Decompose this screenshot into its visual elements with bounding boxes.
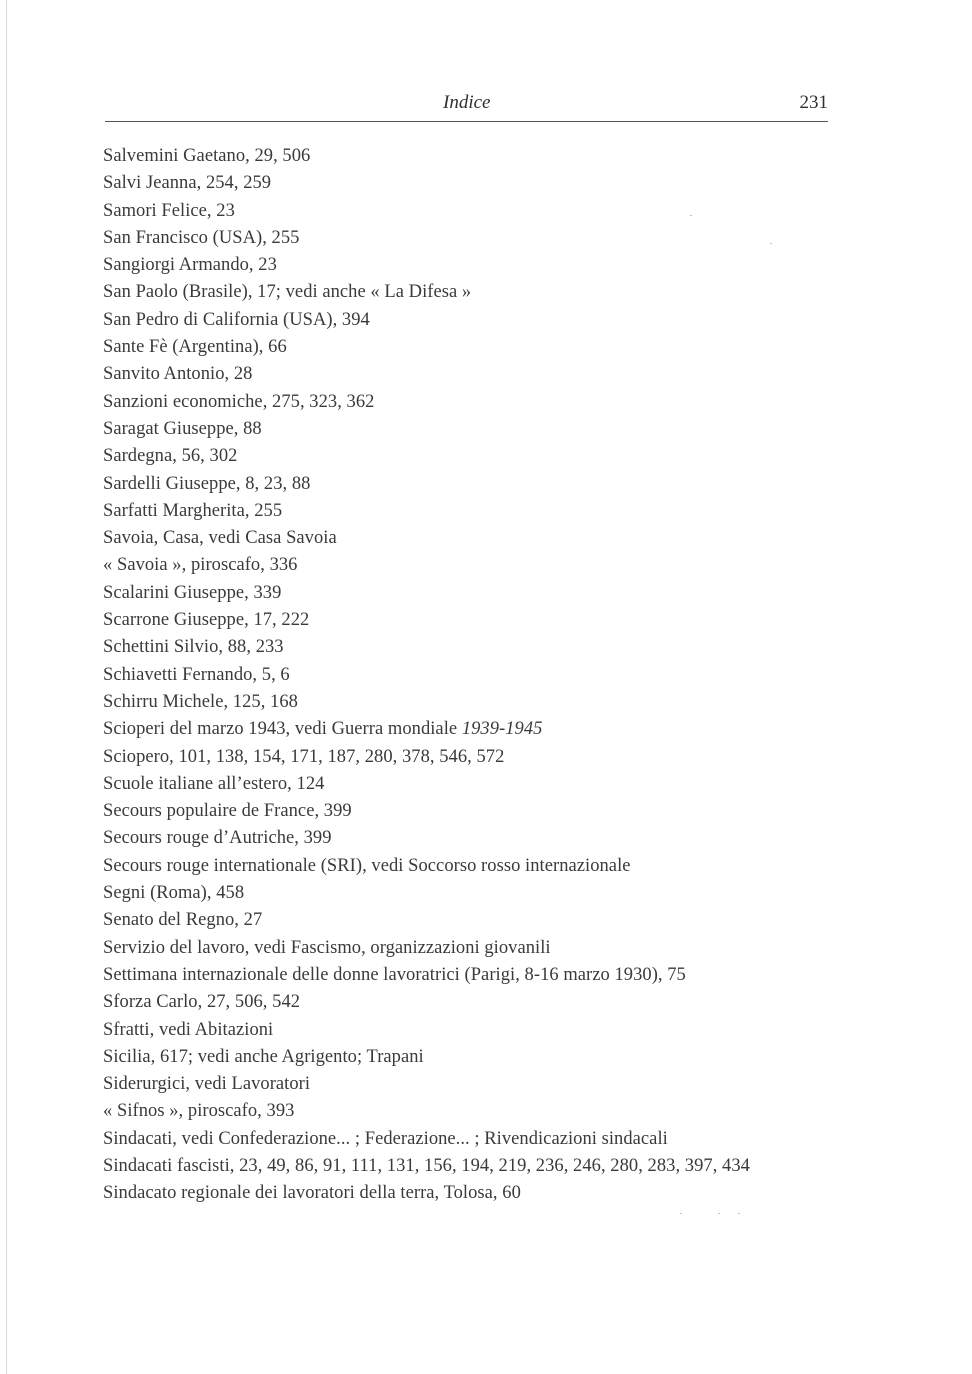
index-entry: Schirru Michele, 125, 168: [103, 691, 298, 712]
index-entry: Sforza Carlo, 27, 506, 542: [103, 992, 301, 1013]
running-header-title: Indice: [443, 92, 491, 113]
index-entry: Secours populaire de France, 399: [103, 801, 352, 822]
index-entry: Siderurgici, vedi Lavoratori: [103, 1074, 311, 1095]
page-number: 231: [799, 92, 828, 113]
index-entry-text: Scioperi del marzo 1943, vedi Guerra mondiale: [103, 719, 462, 740]
scan-speck: [690, 215, 692, 216]
header-rule: [105, 121, 828, 122]
index-entry: [103, 716, 843, 743]
index-entry: Schiavetti Fernando, 5, 6: [103, 664, 290, 685]
index-entry: Sardelli Giuseppe, 8, 23, 88: [103, 473, 311, 494]
index-entry: Sardegna, 56, 302: [103, 446, 238, 467]
index-entry: Sindacati, vedi Confederazione... ; Federazione... ; Rivendicazioni sindacali: [103, 1128, 668, 1149]
scan-speck: [770, 243, 772, 244]
index-entry: « Savoia », piroscafo, 336: [103, 555, 298, 576]
index-entry: Sanvito Antonio, 28: [103, 364, 253, 385]
scan-speck: [738, 1213, 740, 1214]
index-entry: Senato del Regno, 27: [103, 910, 263, 931]
index-entry: Saragat Giuseppe, 88: [103, 418, 262, 439]
scan-speck: [680, 1213, 682, 1214]
index-entry: Sarfatti Margherita, 255: [103, 500, 283, 521]
index-entry: Secours rouge d’Autriche, 399: [103, 828, 332, 849]
index-entry: Servizio del lavoro, vedi Fascismo, organizzazioni giovanili: [103, 937, 551, 958]
index-entry: Settimana internazionale delle donne lavoratrici (Parigi, 8-16 marzo 1930), 75: [103, 964, 686, 985]
index-entries-list: [103, 143, 843, 1208]
index-entry: Sfratti, vedi Abitazioni: [103, 1019, 274, 1040]
index-entry: Secours rouge internationale (SRI), vedi Soccorso rosso internazionale: [103, 855, 631, 876]
scan-margin-line: [6, 0, 7, 1374]
index-entry: Sciopero, 101, 138, 154, 171, 187, 280, 378, 546, 572: [103, 746, 505, 767]
index-entry: Samori Felice, 23: [103, 200, 235, 221]
index-entry: Sanzioni economiche, 275, 323, 362: [103, 391, 375, 412]
index-entry: Schettini Silvio, 88, 233: [103, 637, 284, 658]
index-entry: Scalarini Giuseppe, 339: [103, 582, 282, 603]
index-entry: Sicilia, 617; vedi anche Agrigento; Trapani: [103, 1046, 424, 1067]
index-entry: « Sifnos », piroscafo, 393: [103, 1101, 295, 1122]
index-entry: Sante Fè (Argentina), 66: [103, 337, 287, 358]
index-entry: Savoia, Casa, vedi Casa Savoia: [103, 528, 337, 549]
index-entry: Scuole italiane all’estero, 124: [103, 773, 325, 794]
index-entry: Sindacato regionale dei lavoratori della terra, Tolosa, 60: [103, 1183, 521, 1204]
index-entry: Sindacati fascisti, 23, 49, 86, 91, 111, 131, 156, 194, 219, 236, 246, 280, 283, 397, 434: [103, 1155, 750, 1176]
running-header: [105, 88, 828, 118]
index-entry: Salvemini Gaetano, 29, 506: [103, 146, 311, 166]
index-entry: San Pedro di California (USA), 394: [103, 309, 370, 330]
scan-speck: [718, 1213, 720, 1214]
index-entry: Scarrone Giuseppe, 17, 222: [103, 610, 310, 631]
index-entry: Sangiorgi Armando, 23: [103, 255, 277, 276]
index-entry: San Francisco (USA), 255: [103, 227, 300, 248]
index-entry: Segni (Roma), 458: [103, 883, 245, 904]
index-entry: Salvi Jeanna, 254, 259: [103, 173, 272, 194]
index-entry: San Paolo (Brasile), 17; vedi anche « La Difesa »: [103, 282, 472, 303]
index-entry-italic-range: 1939-1945: [461, 719, 543, 740]
